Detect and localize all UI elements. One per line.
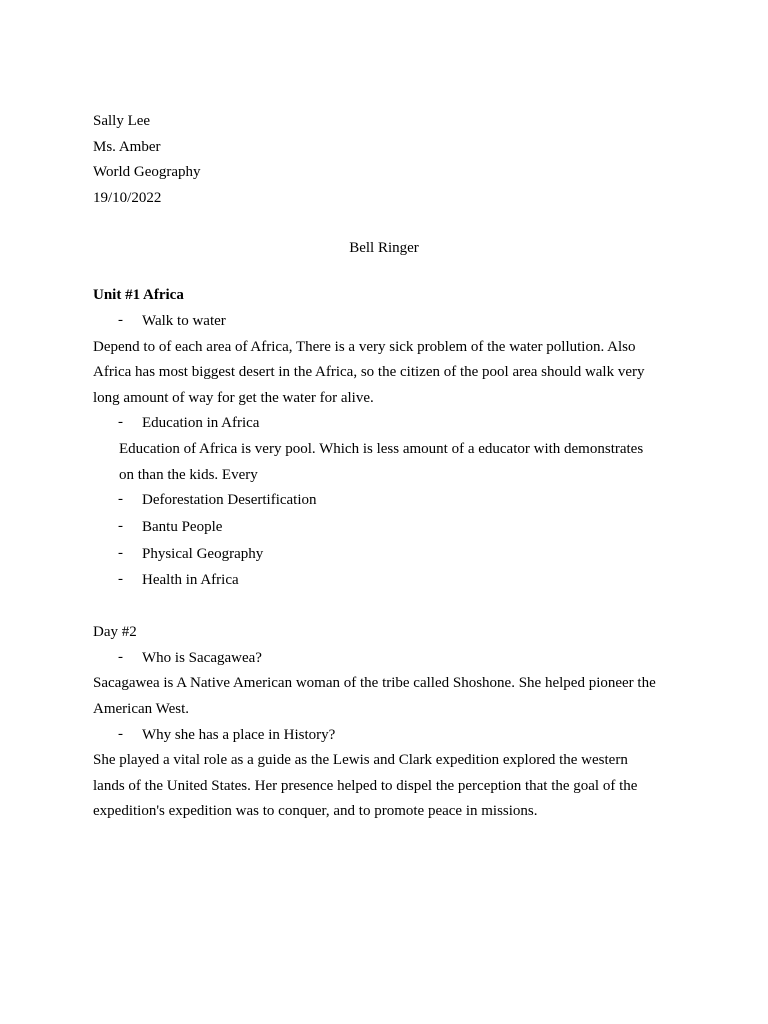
bullet-place-in-history: Why she has a place in History? — [142, 727, 336, 743]
day2-heading: Day #2 — [93, 624, 137, 640]
history-answer-line: expedition's expedition was to conquer, and to promote peace in missions. — [93, 803, 538, 819]
bullet-dash: - — [118, 518, 123, 534]
bullet-walk-to-water: Walk to water — [142, 313, 226, 329]
bullet-health-in-africa: Health in Africa — [142, 572, 239, 588]
course-name: World Geography — [93, 164, 201, 180]
bullet-education: Education in Africa — [142, 415, 260, 431]
bullet-dash: - — [118, 414, 123, 430]
education-paragraph-line: on than the kids. Every — [119, 467, 258, 483]
sacagawea-answer-line: Sacagawea is A Native American woman of the tribe called Shoshone. She helped pioneer the — [93, 675, 656, 691]
history-answer-line: She played a vital role as a guide as the Lewis and Clark expedition explored the western — [93, 752, 628, 768]
student-name: Sally Lee — [93, 113, 151, 129]
walk-paragraph-line: Depend to of each area of Africa, There is a very sick problem of the water pollution. Also — [93, 339, 636, 355]
bullet-physical-geography: Physical Geography — [142, 546, 264, 562]
document-title: Bell Ringer — [349, 240, 419, 256]
bullet-deforestation: Deforestation Desertification — [142, 492, 317, 508]
bullet-dash: - — [118, 726, 123, 742]
bullet-bantu-people: Bantu People — [142, 519, 223, 535]
teacher-name: Ms. Amber — [93, 139, 161, 155]
bullet-dash: - — [118, 649, 123, 665]
walk-paragraph-line: Africa has most biggest desert in the Africa, so the citizen of the pool area should walk very — [93, 364, 645, 380]
bullet-dash: - — [118, 545, 123, 561]
unit1-heading: Unit #1 Africa — [93, 287, 184, 303]
date: 19/10/2022 — [93, 190, 162, 206]
education-paragraph-line: Education of Africa is very pool. Which is less amount of a educator with demonstrates — [119, 441, 644, 457]
sacagawea-answer-line: American West. — [93, 701, 189, 717]
history-answer-line: lands of the United States. Her presence helped to dispel the perception that the goal of the — [93, 778, 638, 794]
walk-paragraph-line: long amount of way for get the water for alive. — [93, 390, 374, 406]
bullet-dash: - — [118, 491, 123, 507]
bullet-who-is-sacagawea: Who is Sacagawea? — [142, 650, 262, 666]
bullet-dash: - — [118, 571, 123, 587]
bullet-dash: - — [118, 312, 123, 328]
